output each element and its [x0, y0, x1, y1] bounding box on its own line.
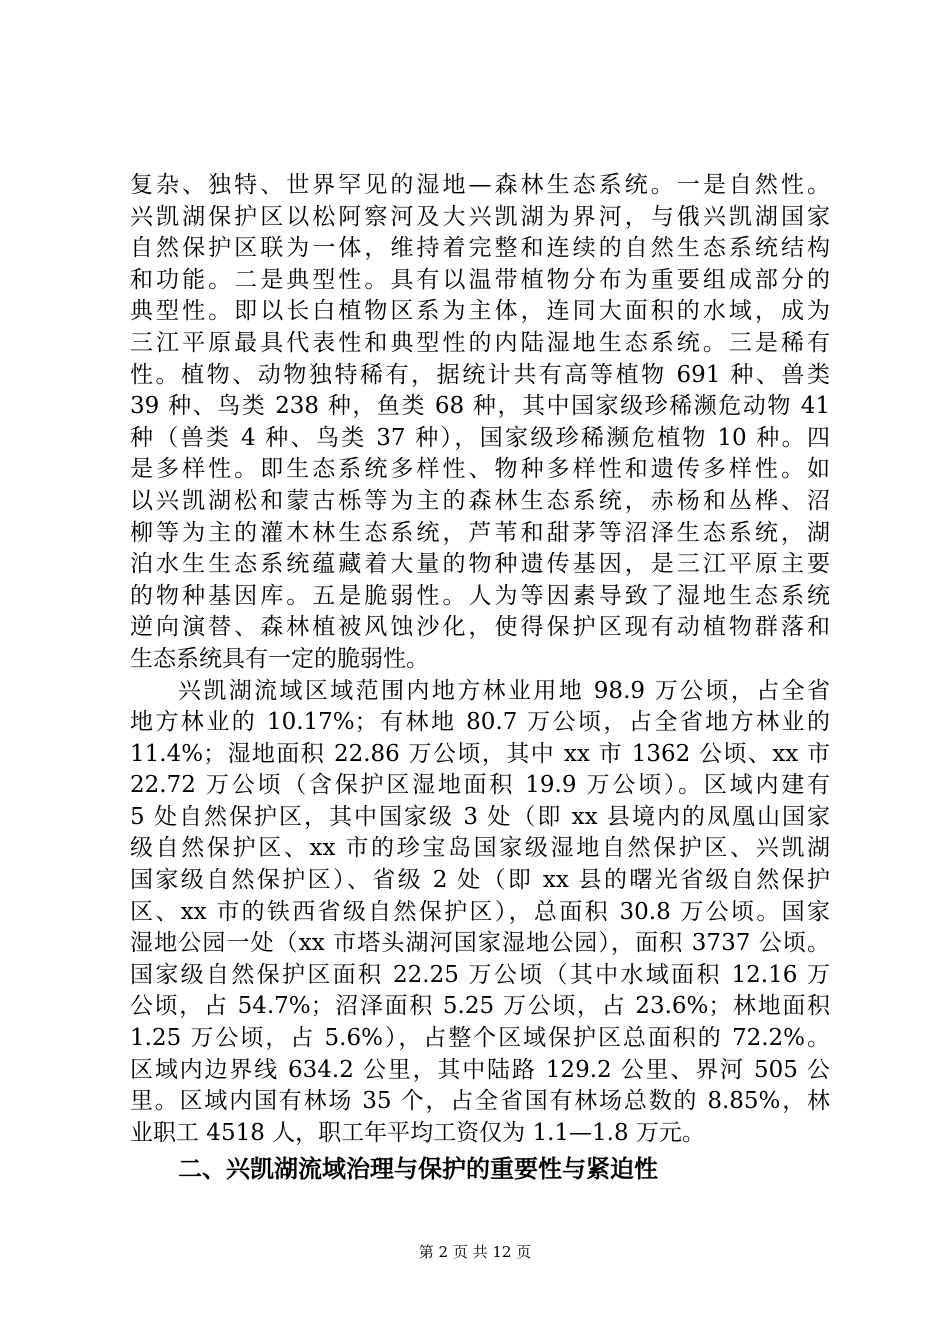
text-line: 三江平原最具代表性和典型性的内陆湿地生态系统。三是稀有 [130, 329, 830, 356]
text-line: 自然保护区联为一体，维持着完整和连续的自然生态系统结构 [130, 235, 830, 262]
text-line: 国家级自然保护区面积 22.25 万公顷（其中水域面积 12.16 万 [130, 961, 830, 988]
text-line: 逆向演替、森林植被风蚀沙化，使得保护区现有动植物群落和 [130, 614, 830, 641]
text-line: 区、xx 市的铁西省级自然保护区），总面积 30.8 万公顷。国家 [130, 898, 830, 925]
text-line: 是多样性。即生态系统多样性、物种多样性和遗传多样性。如 [130, 456, 830, 483]
text-line: 的物种基因库。五是脆弱性。人为等因素导致了湿地生态系统 [130, 582, 830, 609]
text-line: 生态系统具有一定的脆弱性。 [130, 645, 429, 672]
text-line: 区域内边界线 634.2 公里，其中陆路 129.2 公里、界河 505 公 [130, 1056, 830, 1083]
text-line: 种（兽类 4 种、鸟类 37 种），国家级珍稀濒危植物 10 种。四 [130, 424, 830, 451]
document-body [130, 170, 830, 1187]
text-line: 和功能。二是典型性。具有以温带植物分布为重要组成部分的 [130, 266, 830, 293]
page-number-footer: 第 2 页 共 12 页 [418, 1243, 532, 1261]
text-line: 里。区域内国有林场 35 个，占全省国有林场总数的 8.85%，林 [130, 1088, 830, 1115]
text-line: 业职工 4518 人，职工年平均工资仅为 1.1—1.8 万元。 [130, 1119, 705, 1146]
text-line: 典型性。即以长白植物区系为主体，连同大面积的水域，成为 [130, 298, 830, 325]
text-line: 湿地公园一处（xx 市塔头湖河国家湿地公园），面积 3737 公顷。 [130, 930, 830, 957]
text-line: 复杂、独特、世界罕见的湿地—森林生态系统。一是自然性。 [130, 172, 830, 198]
text-line: 公顷，占 54.7%；沼泽面积 5.25 万公顷，占 23.6%；林地面积 [130, 993, 830, 1020]
paragraph-2 [130, 676, 830, 1150]
text-line: 柳等为主的灌木林生态系统，芦苇和甜茅等沼泽生态系统，湖 [130, 519, 830, 546]
text-line: 级自然保护区、xx 市的珍宝岛国家级湿地自然保护区、兴凯湖 [130, 835, 830, 862]
text-line: 39 种、鸟类 238 种，鱼类 68 种，其中国家级珍稀濒危动物 41 [130, 393, 830, 420]
text-line: 兴凯湖流域区域范围内地方林业用地 98.9 万公顷，占全省 [178, 677, 830, 704]
text-line: 22.72 万公顷（含保护区湿地面积 19.9 万公顷）。区域内建有 [130, 772, 830, 799]
text-line: 11.4%；湿地面积 22.86 万公顷，其中 xx 市 1362 公顷、xx 市 [130, 740, 830, 767]
text-line: 性。植物、动物独特稀有，据统计共有高等植物 691 种、兽类 [130, 361, 830, 388]
text-line: 地方林业的 10.17%；有林地 80.7 万公顷，占全省地方林业的 [130, 709, 830, 736]
paragraph-1 [130, 170, 830, 676]
text-line: 1.25 万公顷，占 5.6%），占整个区域保护区总面积的 72.2%。 [130, 1025, 830, 1052]
text-line: 国家级自然保护区）、省级 2 处（即 xx 县的曙光省级自然保护 [130, 867, 830, 894]
text-line: 兴凯湖保护区以松阿察河及大兴凯湖为界河，与俄兴凯湖国家 [130, 203, 830, 230]
text-line: 泊水生生态系统蕴藏着大量的物种遗传基因，是三江平原主要 [130, 551, 830, 578]
text-line: 5 处自然保护区，其中国家级 3 处（即 xx 县境内的凤凰山国家 [130, 803, 830, 830]
section-heading: 二、兴凯湖流域治理与保护的重要性与紧迫性 [178, 1155, 658, 1184]
text-line: 以兴凯湖松和蒙古栎等为主的森林生态系统，赤杨和丛桦、沼 [130, 487, 830, 514]
